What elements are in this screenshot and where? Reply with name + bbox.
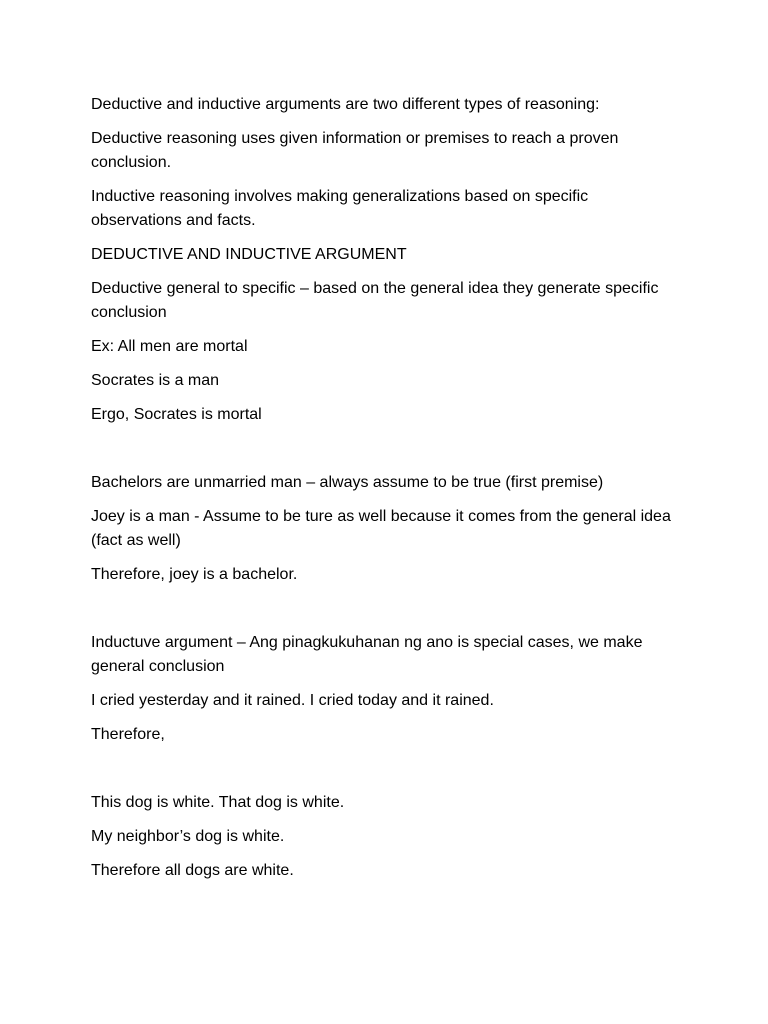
joey-conclusion: Therefore, joey is a bachelor. — [91, 566, 298, 583]
blank-line — [91, 437, 681, 461]
bachelor-premise: Bachelors are unmarried man – always assume to be true (first premise) — [91, 474, 604, 491]
blank-line — [91, 757, 681, 781]
dog-conclusion: Therefore all dogs are white. — [91, 862, 294, 879]
inductive-explanation: Inductuve argument – Ang pinagkukuhanan ng ano is special cases, we make general conclusion — [91, 634, 643, 675]
example-conclusion: Ergo, Socrates is mortal — [91, 406, 262, 423]
example-premise-1: Ex: All men are mortal — [91, 338, 248, 355]
dog-observation-1: This dog is white. That dog is white. — [91, 794, 345, 811]
inductive-definition: Inductive reasoning involves making generalizations based on specific observations and facts. — [91, 188, 589, 229]
intro-paragraph: Deductive and inductive arguments are two different types of reasoning: — [91, 96, 600, 113]
cried-conclusion: Therefore, — [91, 726, 165, 743]
deductive-definition: Deductive reasoning uses given information or premises to reach a proven conclusion. — [91, 130, 619, 171]
document-body — [91, 93, 681, 893]
cried-observation: I cried yesterday and it rained. I cried today and it rained. — [91, 692, 494, 709]
example-premise-2: Socrates is a man — [91, 372, 220, 389]
section-heading: DEDUCTIVE AND INDUCTIVE ARGUMENT — [91, 246, 407, 263]
blank-line — [91, 597, 681, 621]
dog-observation-2: My neighbor’s dog is white. — [91, 828, 285, 845]
joey-premise: Joey is a man - Assume to be ture as well because it comes from the general idea (fact as well) — [91, 508, 671, 549]
deductive-explanation: Deductive general to specific – based on the general idea they generate specific conclusion — [91, 280, 659, 321]
